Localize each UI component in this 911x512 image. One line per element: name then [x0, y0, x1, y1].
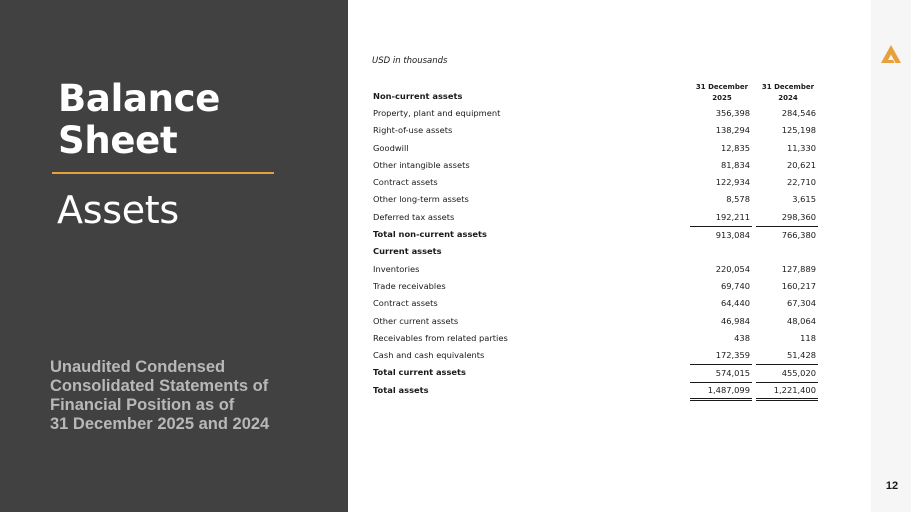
subtotal-row-current	[372, 364, 820, 381]
row-label: Trade receivables	[373, 280, 446, 291]
value-2024: 67,304	[786, 298, 816, 309]
value-2025: 192,211	[715, 211, 750, 222]
row-label: Contract assets	[373, 298, 438, 309]
table-row	[372, 122, 820, 139]
page-title	[58, 78, 220, 162]
table-row	[372, 191, 820, 208]
row-label: Current assets	[373, 246, 442, 257]
table-row	[372, 174, 820, 191]
table-row	[372, 347, 820, 364]
table-row	[372, 105, 820, 122]
row-label: Deferred tax assets	[373, 211, 455, 222]
value-2025: 138,294	[715, 125, 750, 136]
row-label: Total assets	[373, 384, 429, 395]
section-heading-current	[372, 243, 820, 260]
value-2024: 284,546	[781, 108, 816, 118]
value-2025: 172,359	[715, 350, 750, 361]
row-label: Other long-term assets	[373, 194, 469, 205]
table-row	[372, 330, 820, 347]
page-subtitle: Assets	[57, 188, 179, 232]
row-label: Total non-current assets	[373, 229, 487, 240]
value-2025: 438	[734, 332, 750, 343]
total-assets-row	[372, 382, 820, 399]
subtotal-row-noncurrent	[372, 226, 820, 243]
page-number: 12	[885, 480, 899, 492]
value-2024: 22,710	[786, 177, 816, 188]
value-2025: 122,934	[715, 177, 750, 188]
column-header-2024	[756, 82, 820, 104]
value-2025: 1,487,099	[690, 382, 752, 401]
value-2024: 455,020	[756, 364, 818, 381]
value-2025: 8,578	[726, 194, 750, 205]
value-2024: 48,064	[786, 315, 816, 326]
row-label: Inventories	[373, 263, 420, 274]
row-label: Cash and cash equivalents	[373, 350, 485, 361]
row-label: Right-of-use assets	[373, 125, 453, 136]
right-margin-strip	[871, 0, 911, 512]
table-row	[372, 313, 820, 330]
value-2024: 51,428	[786, 350, 816, 361]
column-header-2024-line2: 2024	[778, 94, 798, 102]
value-2024: 298,360	[781, 211, 816, 222]
value-2024: 20,621	[786, 159, 816, 170]
column-header-2024-line1: 31 December	[761, 83, 815, 91]
value-2025: 69,740	[720, 280, 750, 291]
row-label: Contract assets	[373, 177, 438, 188]
row-label: Property, plant and equipment	[373, 108, 501, 118]
company-logo-icon	[881, 45, 901, 63]
balance-sheet-table	[372, 80, 820, 399]
value-2025: 12,835	[720, 142, 750, 153]
value-2024: 1,221,400	[756, 382, 818, 401]
row-label: Other intangible assets	[373, 159, 470, 170]
value-2025: 81,834	[720, 159, 750, 170]
statement-description: Unaudited Condensed Consolidated Statements of Financial Position as of 31 December 2025 and 2024	[50, 358, 270, 433]
left-title-panel	[0, 0, 348, 512]
column-header-2025	[690, 82, 754, 104]
units-note: USD in thousands	[372, 56, 448, 66]
value-2025: 220,054	[715, 263, 750, 274]
row-label: Other current assets	[373, 315, 459, 326]
table-row	[372, 209, 820, 226]
table-row	[372, 278, 820, 295]
table-row	[372, 157, 820, 174]
table-header	[372, 80, 820, 105]
title-line-1: Balance	[58, 77, 221, 120]
row-label: Total current assets	[373, 367, 466, 378]
row-label: Goodwill	[373, 142, 409, 153]
table-row	[372, 295, 820, 312]
value-2024: 11,330	[786, 142, 816, 153]
table-row	[372, 261, 820, 278]
value-2024: 766,380	[756, 226, 818, 243]
value-2024: 125,198	[781, 125, 816, 136]
value-2025: 46,984	[720, 315, 750, 326]
value-2025: 356,398	[715, 108, 750, 118]
value-2024: 118	[800, 332, 816, 343]
column-header-2025-line2: 2025	[712, 94, 732, 102]
value-2025: 64,440	[720, 298, 750, 309]
row-label: Receivables from related parties	[373, 332, 508, 343]
value-2024: 127,889	[781, 263, 816, 274]
title-divider	[52, 172, 274, 174]
value-2025: 913,084	[690, 226, 752, 243]
column-header-2025-line1: 31 December	[695, 83, 749, 91]
value-2025: 574,015	[690, 364, 752, 381]
value-2024: 3,615	[792, 194, 816, 205]
table-row	[372, 140, 820, 157]
value-2024: 160,217	[781, 280, 816, 291]
title-line-2: Sheet	[58, 119, 178, 162]
section-heading-noncurrent: Non-current assets	[373, 91, 463, 101]
